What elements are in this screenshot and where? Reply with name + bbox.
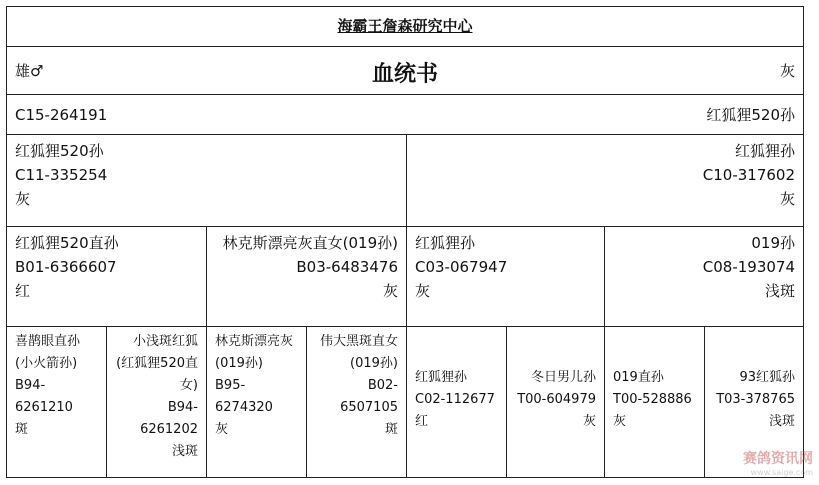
gen3-name: 小浅斑红狐(红狐狸520直女) [116, 334, 198, 393]
gen3-ring: B95-6274320 [215, 378, 273, 415]
gen2-color: 灰 [415, 282, 431, 300]
generation-2-row [7, 227, 803, 327]
sire-cell [7, 135, 407, 226]
watermark-url: www.saige.com [750, 468, 813, 477]
gen3-ring: T00-604979 [517, 392, 596, 407]
gen2-cell [605, 227, 803, 326]
sire-name: 红狐狸520孙 [15, 142, 104, 160]
loft-name: 海霸王詹森研究中心 [337, 17, 473, 35]
site-watermark [743, 448, 813, 477]
gen2-color: 红 [15, 282, 31, 300]
gen3-color: 斑 [15, 422, 29, 437]
gen3-ring: B02-6507105 [340, 378, 398, 415]
gen2-ring: B01-6366607 [15, 258, 117, 276]
gen2-ring: C03-067947 [415, 258, 508, 276]
gen3-cell [507, 327, 605, 477]
gen3-ring: T00-528886 [613, 392, 692, 407]
gen3-name: 93红狐孙 [739, 370, 795, 385]
subject-ring: C15-264191 [15, 106, 108, 124]
gen3-name: 伟大黑斑直女(019孙) [319, 334, 398, 371]
pedigree-certificate [6, 6, 804, 478]
gen2-cell [407, 227, 605, 326]
gen3-cell [307, 327, 407, 477]
gen3-ring: T03-378765 [716, 392, 795, 407]
gen2-color: 灰 [382, 282, 398, 300]
generation-3-row [7, 327, 803, 477]
gen2-name: 红狐狸520直孙 [15, 234, 119, 252]
gen2-ring: B03-6483476 [296, 258, 398, 276]
gen3-ring: C02-112677 [415, 392, 495, 407]
header-row [7, 7, 803, 47]
gen3-name: 林克斯漂亮灰(019孙) [215, 334, 294, 371]
gen2-name: 019孙 [751, 234, 795, 252]
gen3-name: 红狐狸孙 [415, 370, 468, 385]
generation-1-row [7, 135, 803, 227]
dam-ring: C10-317602 [702, 166, 795, 184]
dam-color: 灰 [779, 190, 795, 208]
gen2-cell [207, 227, 407, 326]
subject-lineage: 红狐狸520孙 [706, 106, 795, 124]
gen3-color: 灰 [582, 414, 596, 429]
sex-label: 雄♂ [15, 62, 44, 80]
gen3-cell [407, 327, 507, 477]
gen3-cell [107, 327, 207, 477]
dam-name: 红狐狸孙 [734, 142, 795, 160]
title-row [7, 47, 803, 95]
gen3-color: 浅斑 [768, 414, 795, 429]
gen2-name: 红狐狸孙 [415, 234, 476, 252]
sire-color: 灰 [15, 190, 31, 208]
watermark-text: 赛鸽资讯网 [743, 451, 813, 467]
gen2-ring: C08-193074 [702, 258, 795, 276]
gen3-color: 灰 [613, 414, 627, 429]
subject-color: 灰 [779, 62, 795, 80]
gen3-cell [207, 327, 307, 477]
gen3-name: 喜鹊眼直孙(小火箭孙) [15, 334, 81, 371]
ring-row [7, 95, 803, 135]
gen3-color: 浅斑 [171, 444, 198, 459]
gen2-cell [7, 227, 207, 326]
gen2-color: 浅斑 [764, 282, 795, 300]
gen3-color: 斑 [384, 422, 398, 437]
gen3-cell [7, 327, 107, 477]
document-title: 血统书 [371, 62, 438, 87]
gen3-name: 019直孙 [613, 370, 664, 385]
gen3-name: 冬日男儿孙 [530, 370, 596, 385]
gen3-ring: B94-6261202 [140, 400, 198, 437]
gen2-name: 林克斯漂亮灰直女(019孙) [222, 234, 398, 252]
gen3-color: 红 [415, 414, 429, 429]
gen3-color: 灰 [215, 422, 229, 437]
sire-ring: C11-335254 [15, 166, 108, 184]
dam-cell [407, 135, 803, 226]
gen3-ring: B94-6261210 [15, 378, 73, 415]
gen3-cell [605, 327, 705, 477]
